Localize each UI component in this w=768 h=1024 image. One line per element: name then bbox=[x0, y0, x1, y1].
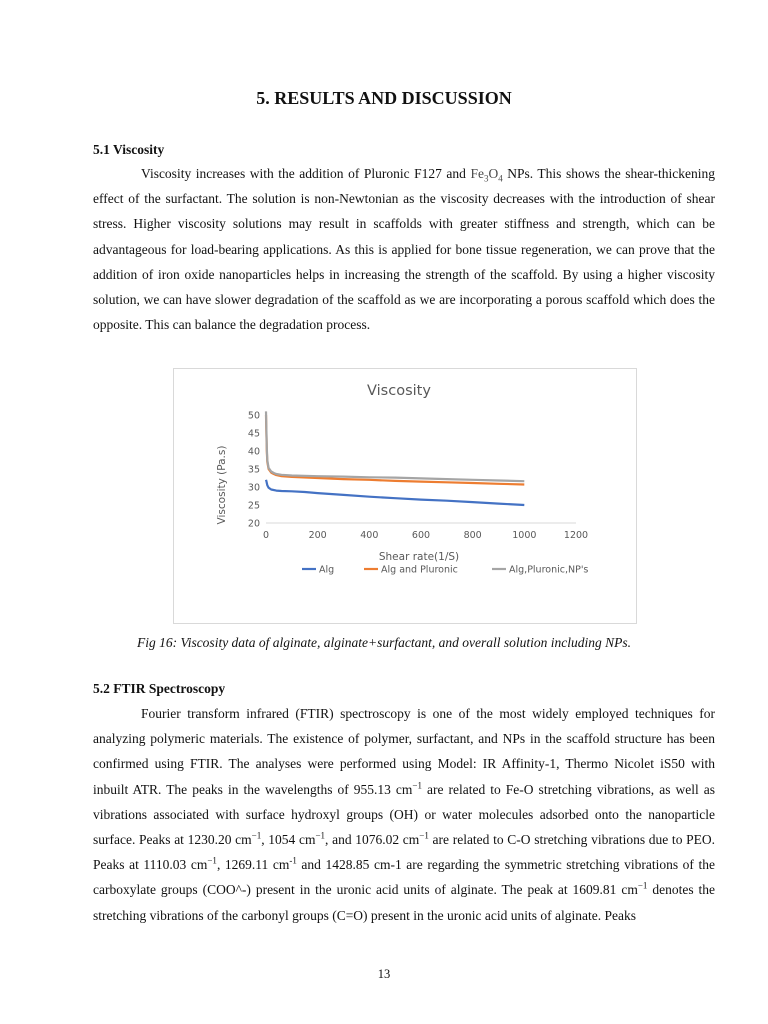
legend-label-2: Alg and Pluronic bbox=[381, 564, 458, 576]
chart-x-tick-label: 1000 bbox=[512, 530, 537, 541]
page-title: 5. RESULTS AND DISCUSSION bbox=[256, 88, 512, 108]
ftir-paragraph: Fourier transform infrared (FTIR) spectroscopy is one of the most widely employed techniques for analyzing polymeric materials. The existence of polymer, surfactant, and NPs in the scaffold structure has been confirmed using FTIR. The analyses were performed using Model: IR Affinity-1, Thermo Nicolet iS50 with inbuilt ATR. The peaks in the wavelengths of 955.13 $cm^{-1}$ are related to Fe-O stretching vibrations, as well as vibrations associated with surface hydroxyl groups (OH) or water molecules adsorbed onto the nanoparticle surface. Peaks at 1230.20 $cm^{-1}$, 1054 $cm^{-1}$, and 1076.02 $cm^{-1}$ are related to C-O stretching vibrations due to PEO. Peaks at 1110.03 $cm^{-1}$, 1269.11 $cm^{-1}$ and 1428.85 cm-1 are regarding the symmetric stretching vibrations of the carboxylate groups (COO^-) present in the uronic acid units of alginate. The peak at 1609.81 $cm^{-1}$ denotes the stretching vibrations of the carbonyl groups (C=O) present in the uronic acid units of alginate. Peaks bbox=[93, 706, 716, 923]
chart-y-tick-label: 50 bbox=[247, 410, 260, 422]
chart-y-axis-label: Viscosity (Pa.s) bbox=[216, 445, 228, 525]
chart-x-tick-label: 200 bbox=[308, 530, 327, 541]
chart-x-tick-label: 600 bbox=[411, 530, 431, 541]
chart-x-tick-label: 0 bbox=[262, 530, 270, 541]
chart-y-tick-label: 20 bbox=[247, 518, 260, 530]
figure-caption: Fig 16: Viscosity data of alginate, alginate+surfactant, and overall solution including NPs. bbox=[136, 635, 632, 650]
chart-y-tick-label: 25 bbox=[247, 500, 260, 512]
section-heading-viscosity: 5.1 Viscosity bbox=[93, 142, 165, 157]
chart-y-tick-label: 45 bbox=[247, 428, 260, 440]
chart-y-tick-label: 35 bbox=[247, 464, 260, 476]
legend-label-3: Alg,Pluronic,NP's bbox=[509, 564, 589, 576]
chart-x-tick-label: 1200 bbox=[563, 530, 589, 541]
legend-label-1: Alg bbox=[319, 564, 335, 576]
viscosity-chart bbox=[173, 368, 637, 624]
chart-x-tick-label: 400 bbox=[360, 530, 379, 541]
chart-x-axis-label: Shear rate(1/S) bbox=[378, 551, 460, 563]
chart-series-line-3 bbox=[266, 411, 524, 481]
viscosity-chart-svg bbox=[174, 369, 636, 623]
chart-x-tick-label: 800 bbox=[463, 530, 482, 541]
chart-y-tick-label: 30 bbox=[247, 482, 260, 494]
viscosity-paragraph: Viscosity increases with the addition of Pluronic F127 and $Fe_3O_4$ NPs. This shows the shear-thickening effect of the surfactant. The solution is non-Newtonian as the viscosity decreases with the introduction of shear stress. Higher viscosity solutions may result in scaffolds with greater stiffness and strength, which can be advantageous for load-bearing applications. As this is applied for bone tissue regeneration, we can prove that the addition of iron oxide nanoparticles helps in increasing the strength of the scaffold. By using a higher viscosity solution, we can have slower degradation of the scaffold as we are incorporating a porous scaffold which does the opposite. This can balance the degradation process. bbox=[93, 166, 715, 333]
chart-series-line-2 bbox=[266, 415, 524, 485]
page-number: 13 bbox=[377, 967, 391, 981]
chart-y-tick-label: 40 bbox=[247, 446, 260, 458]
section-heading-ftir: 5.2 FTIR Spectroscopy bbox=[93, 681, 226, 696]
chart-title: Viscosity bbox=[367, 383, 431, 399]
